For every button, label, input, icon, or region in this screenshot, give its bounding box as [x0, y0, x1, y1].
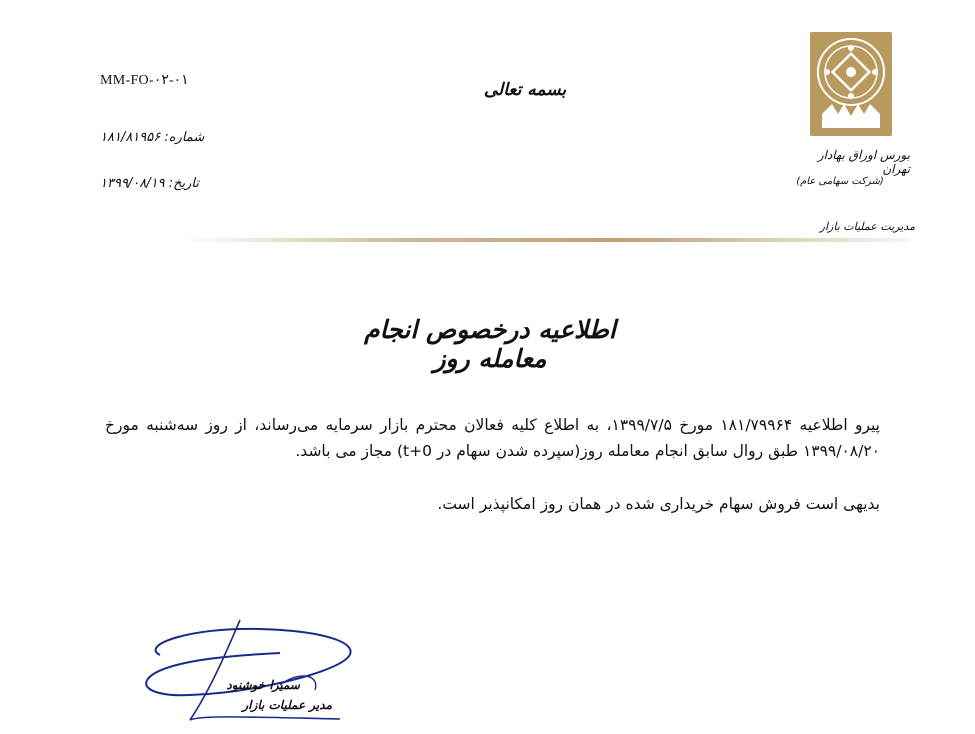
- org-subtitle: (شرکت سهامی عام): [796, 176, 884, 187]
- department-name: مدیریت عملیات بازار: [819, 220, 915, 233]
- header-divider: [180, 238, 910, 242]
- letter-number: شماره: ۱۸۱/۸۱۹۵۶: [100, 130, 205, 145]
- signatory-title: مدیر عملیات بازار: [242, 698, 332, 712]
- body-paragraph-1: پیرو اطلاعیه ۱۸۱/۷۹۹۶۴ مورخ ۱۳۹۹/۷/۵، به اطلاع کلیه فعالان محترم بازار سرمایه می‌رساند، از روز سه‌شنبه مورخ ۱۳۹۹/۰۸/۲۰ طبق روال سابق انجام معامله روز(سپرده شدن سهام در t+0) مجاز می باشد.: [105, 416, 880, 460]
- handwritten-signature-icon: [130, 615, 380, 734]
- announcement-title: اطلاعیه درخصوص انجام معامله روز: [364, 315, 616, 373]
- body-paragraph-2: بدیهی است فروش سهام خریداری شده در همان روز امکانپذیر است.: [437, 495, 880, 513]
- basmala: بسمه تعالی: [483, 80, 567, 100]
- tse-logo-icon: [808, 30, 894, 138]
- signatory-name: سمیرا خوشنود: [226, 678, 300, 692]
- letter-date: تاریخ: ۱۳۹۹/۰۸/۱۹: [100, 176, 200, 191]
- org-name: بورس اوراق بهادار تهران: [817, 148, 910, 176]
- announcement-body: [105, 412, 880, 544]
- form-code: MM-FO-۰۲-۰۱: [100, 73, 189, 88]
